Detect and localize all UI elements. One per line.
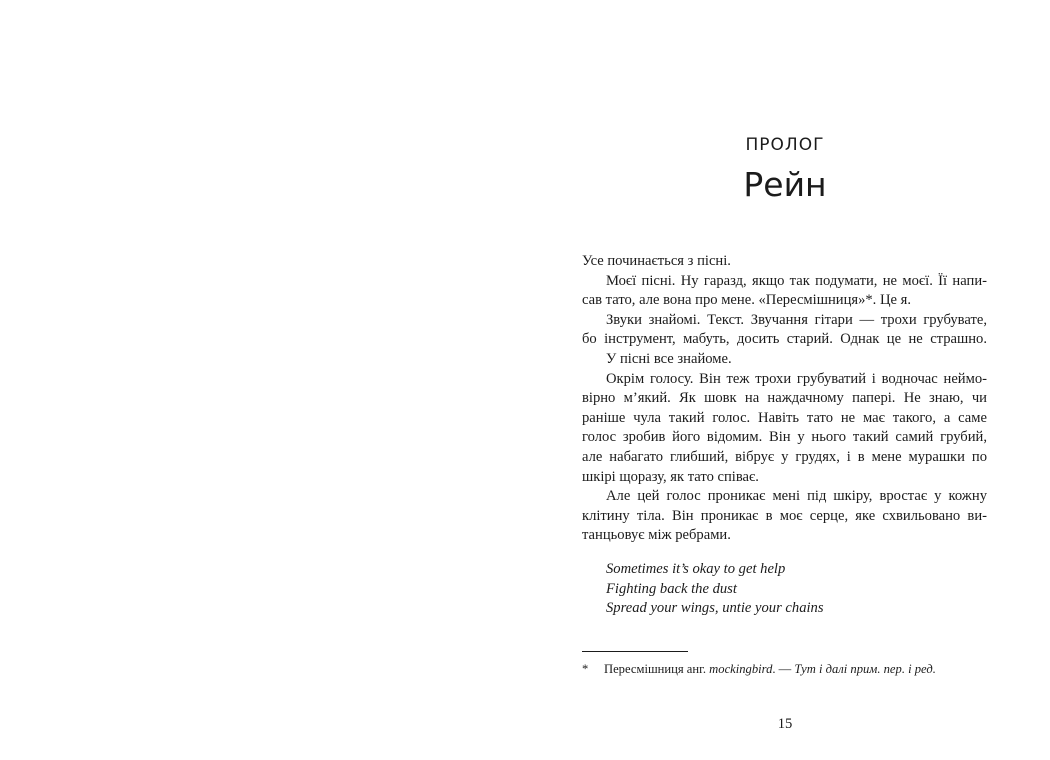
chapter-title: Рейн — [743, 165, 827, 204]
body-line: Моєї пісні. Ну гаразд, якщо так подумати, не моєї. Її напи- — [606, 272, 987, 289]
body-line: Окрім голосу. Він теж трохи грубуватий і водночас неймо- — [606, 370, 987, 387]
body-line: бо інструмент, мабуть, досить старий. Однак це не страшно. — [582, 331, 987, 348]
body-line: шкірі щоразу, як тато співає. — [582, 468, 759, 485]
body-text — [582, 252, 987, 546]
lyric-line: Spread your wings, untie your chains — [606, 600, 824, 617]
page-number: 15 — [777, 716, 793, 732]
body-line: У пісні все знайоме. — [606, 350, 732, 367]
chapter-label: ПРОЛОГ — [745, 135, 825, 155]
footnote-divider — [582, 651, 688, 652]
body-line: Звуки знайомі. Текст. Звучання гітари — трохи грубувате, — [606, 311, 987, 328]
song-lyrics — [606, 560, 986, 619]
body-line: але набагато глибший, вібрує у грудях, і в мене мурашки по — [582, 448, 987, 465]
lyric-line: Sometimes it’s okay to get help — [606, 561, 786, 577]
body-line: Але цей голос проникає мені під шкіру, вростає у кожну — [606, 488, 987, 505]
body-line: голос зробив його відомим. Він у нього такий самий грубий, — [582, 429, 987, 446]
body-line: Усе починається з пісні. — [582, 253, 731, 269]
body-line: вірно м’який. Як шовк на наждачному папері. Не знаю, чи — [582, 390, 987, 407]
footnote-note: Тут і далі прим. пер. і ред. — [794, 662, 936, 676]
body-line: танцьовує між ребрами. — [582, 527, 731, 544]
footnote-marker: * — [582, 662, 589, 676]
footnote-text: Пересмішниця анг. — [604, 662, 710, 676]
footnote-term: mockingbird — [709, 662, 773, 676]
body-line: сав тато, але вона про мене. «Пересмішниця»*. Це я. — [582, 292, 912, 309]
footnote-dash: . — — [772, 662, 795, 676]
footnote — [582, 661, 987, 677]
body-line: раніше чула такий голос. Навіть тато не має такого, а саме — [582, 409, 987, 426]
lyric-line: Fighting back the dust — [606, 580, 737, 597]
body-line: клітину тіла. Він проникає в моє серце, яке схвильовано ви- — [582, 507, 987, 524]
